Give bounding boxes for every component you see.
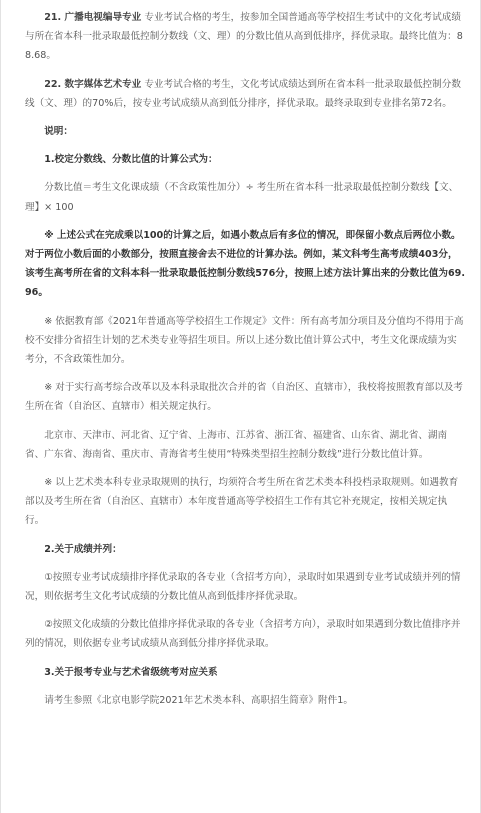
- section-3-heading: 3.关于报考专业与艺术省级统考对应关系: [44, 666, 218, 678]
- notes-heading: 说明：: [44, 126, 73, 138]
- paragraph-major-21: [25, 8, 465, 66]
- moe-note: ※ 依据教育部《2021年普通高等学校招生工作规定》文件：所有高考加分项目及分值均不得用于高校不安排分省招生计划的艺术类专业等招生项目。所以上述分数比值计算公式中，考生文化课成绩为实考分，不含政策性加分。: [25, 315, 464, 366]
- major-21-title: 21. 广播电视编导专业: [44, 12, 142, 23]
- tie-rule-2: ②按照文化成绩的分数比值排序择优录取的各专业（含招考方向），录取时如果遇到分数比值排序并列的情况，则依据专业考试成绩从高到低分排序择优录取。: [25, 619, 461, 650]
- formula-text: 分数比值＝考生文化课成绩（不含政策性加分）÷ 考生所在省本科一批录取最低控制分数线【文、理】× 100: [25, 182, 459, 213]
- art-rule-note: ※ 以上艺术类本科专业录取规则的执行，均须符合考生所在省艺术类本科投档录取规则。如遇教育部以及考生所在省（自治区、直辖市）本年度普通高等学校招生工作有其它补充规定，按相关规定执行。: [25, 477, 459, 527]
- major-22-title: 22. 数字媒体艺术专业: [44, 78, 142, 90]
- reference-text: 请考生参照《北京电影学院2021年艺术类本科、高职招生简章》附件1。: [44, 694, 353, 706]
- province-list: 北京市、天津市、河北省、辽宁省、上海市、江苏省、浙江省、福建省、山东省、湖北省、湖南省、广东省、海南省、重庆市、青海省考生使用“特殊类型招生控制分数线”进行分数比值计算。: [25, 429, 448, 460]
- reform-note: ※ 对于实行高考综合改革以及本科录取批次合并的省（自治区、直辖市），我校将按照教育部以及考生所在省（自治区、直辖市）相关规定执行。: [25, 382, 464, 413]
- paragraph-major-22: [25, 75, 465, 113]
- tie-rule-1: ①按照专业考试成绩排序择优录取的各专业（含招考方向），录取时如果遇到专业考试成绩并列的情况，则依据考生文化考试成绩的分数比值从高到低排序择优录取。: [25, 571, 461, 603]
- section-2-heading: 2.关于成绩并列：: [44, 543, 122, 555]
- rounding-note: ※ 上述公式在完成乘以100的计算之后，如遇小数点后有多位的情况，即保留小数点后两位小数。对于两位小数后面的小数部分，按照直接舍去不进位的计算办法。例如，某文科考生高考成绩403分，该考生高考所在省的文科本科一批录取最低控制分数线576分，按照上述方法计算出来的分数比值为69.96。: [25, 229, 465, 299]
- major-21-text: 专业考试合格的考生，按参加全国普通高等学校招生考试中的文化考试成绩与所在省本科一批录取最低控制分数线（文、理）的分数比值从高到低排序，择优录取。最终比值为：88.68。: [25, 12, 463, 62]
- section-1-heading: 1.校定分数线、分数比值的计算公式为：: [44, 154, 218, 166]
- major-22-text: 专业考试合格的考生，文化考试成绩达到所在省本科一批录取最低控制分数线（文、理）的70%后，按专业考试成绩从高到低分排序，择优录取。最终录取到专业排名第72名。: [25, 78, 461, 109]
